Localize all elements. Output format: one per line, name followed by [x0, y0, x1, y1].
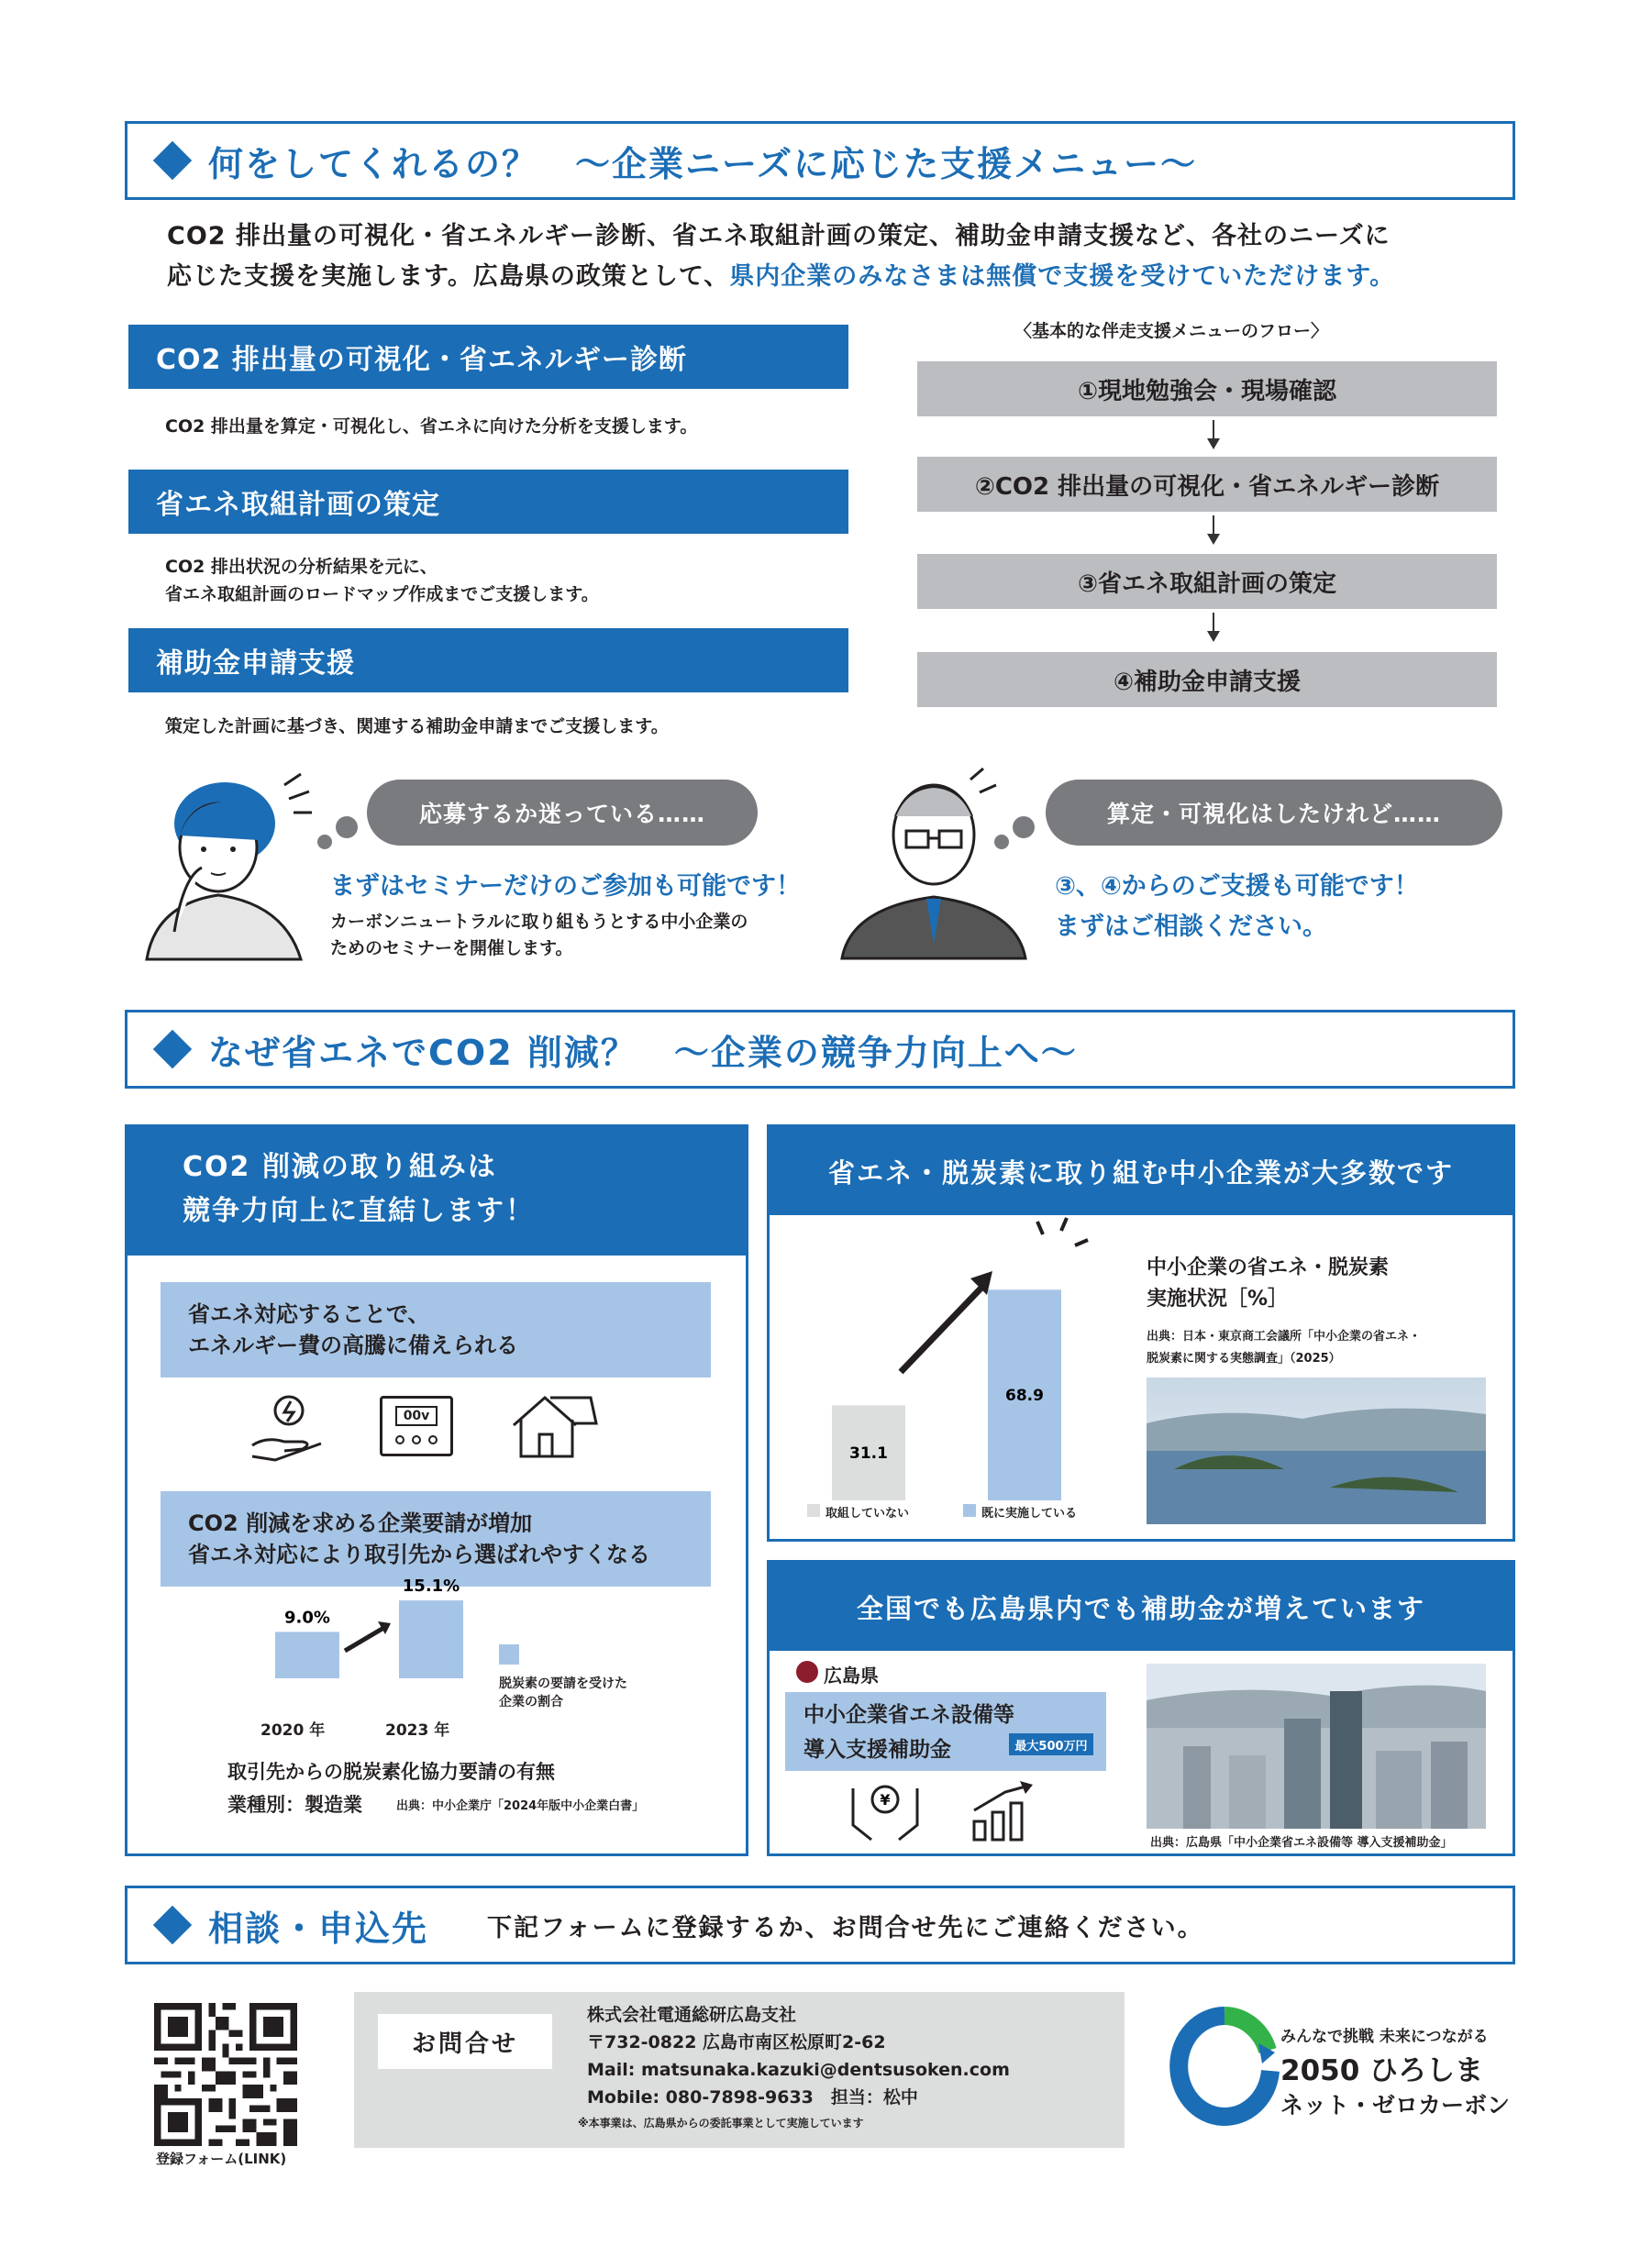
energy-cost-box [161, 1282, 711, 1377]
menu-desc-plan-1: CO2 排出状況の分析結果を元に、 [165, 557, 438, 577]
intro-line-1: CO2 排出量の可視化・省エネルギー診断、省エネ取組計画の策定、補助金申請支援など、各社のニーズに [167, 222, 1391, 250]
intro-text [167, 216, 1395, 297]
qr-code-icon[interactable] [154, 2003, 297, 2146]
hiroshima-net-zero-logo-icon [1174, 2007, 1275, 2126]
menu-desc-plan-2: 省エネ取組計画のロードマップ作成までご支援します。 [165, 584, 599, 604]
contact-subtitle: 下記フォームに登録するか、お問合せ先にご連絡ください。 [487, 1913, 1204, 1942]
support-lead-1: ③、④からのご支援も可能です！ [1055, 872, 1419, 901]
logo-sub-text: ネット・ゼロカーボン [1280, 2092, 1511, 2119]
intro-highlight: 県内企業のみなさまは無償で支援を受けていただけます。 [729, 262, 1396, 291]
seminar-note-2: ためのセミナーを開催します。 [330, 938, 573, 958]
meter-icon [380, 1396, 453, 1456]
legend-line: 企業の割合 [499, 1695, 563, 1709]
hiroshima-city-photo [1147, 1664, 1486, 1829]
chart-industry: 業種別：製造業 [227, 1794, 362, 1816]
header-line-1: CO2 削減の取り組みは [183, 1151, 497, 1183]
box-line: CO2 削減を求める企業要請が増加 [188, 1510, 533, 1536]
bar-2023 [399, 1600, 463, 1678]
flow-title: 〈基本的な伴走支援メニューのフロー〉 [1014, 321, 1329, 341]
arrow-down-icon [1207, 438, 1220, 449]
logo-main-text: 2050 ひろしま [1280, 2054, 1484, 2087]
arrow-down-icon [1207, 631, 1220, 642]
source-line: 脱炭素に関する実態調査」（2025） [1147, 1352, 1341, 1366]
subsidy-name-line: 導入支援補助金 [803, 1738, 951, 1762]
demand-chart [257, 1577, 495, 1715]
subsidy-header: 全国でも広島県内でも補助金が増えています [770, 1563, 1513, 1651]
hiroshima-pref-logo-icon [796, 1661, 818, 1683]
box-line: 省エネ対応により取引先から選ばれやすくなる [188, 1542, 650, 1567]
flow-step-2: ②CO2 排出量の可視化・省エネルギー診断 [917, 457, 1497, 512]
flow-step-4: ④補助金申請支援 [917, 652, 1497, 707]
x-label-2020: 2020 年 [260, 1721, 326, 1740]
contact-details [587, 2001, 1010, 2111]
support-lead-2: まずはご相談ください。 [1055, 913, 1327, 941]
thought-dot [336, 816, 358, 838]
flow-step-3: ③省エネ取組計画の策定 [917, 554, 1497, 609]
section-title: 何をしてくれるの？ ～企業ニーズに応じた支援メニュー～ [208, 143, 1198, 184]
house-solar-icon [508, 1392, 600, 1460]
bar-value-not-implemented: 31.1 [849, 1444, 888, 1464]
legend-line: 脱炭素の要請を受けた [499, 1676, 627, 1691]
diamond-icon [153, 141, 192, 180]
seminar-lead: まずはセミナーだけのご参加も可能です！ [330, 872, 801, 901]
arrow-down-icon [1207, 534, 1220, 545]
legend-not-implemented: 取組していない [826, 1507, 910, 1521]
legend-swatch-blue [963, 1504, 976, 1517]
subsidy-source: 出典：広島県「中小企業省エネ設備等 導入支援補助金」 [1150, 1836, 1453, 1850]
competitiveness-header [127, 1127, 746, 1256]
bar-2020 [275, 1632, 339, 1678]
smb-chart-title [1147, 1253, 1389, 1315]
thought-bubble-1: 応募するか迷っている…… [367, 780, 758, 846]
max-amount-badge: 最大500万円 [1009, 1733, 1093, 1755]
company-name: 株式会社電通総研広島支社 [587, 2005, 797, 2025]
growth-chart-icon [969, 1779, 1042, 1843]
demand-box [161, 1491, 711, 1587]
thinking-woman-illustration [138, 767, 321, 959]
section-title: 相談・申込先 [208, 1908, 429, 1949]
subsidy-name-line: 中小企業省エネ設備等 [803, 1703, 1014, 1727]
legend-swatch [499, 1644, 519, 1665]
thinking-man-illustration [842, 761, 1025, 958]
source-line: 出典：日本・東京商工会議所「中小企業の省エネ・ [1147, 1330, 1422, 1344]
chart-title-line: 実施状況［%］ [1147, 1288, 1289, 1311]
flow-step-1: ①現地勉強会・現場確認 [917, 361, 1497, 416]
box-line: エネルギー費の高騰に備えられる [188, 1333, 518, 1358]
logo-tagline: みんなで挑戦 未来につながる [1280, 2028, 1489, 2046]
chart-caption: 取引先からの脱炭素化協力要請の有無 [227, 1761, 555, 1783]
bar-value-implemented: 68.9 [1005, 1387, 1044, 1406]
diamond-icon [153, 1030, 192, 1068]
yen-hands-icon [844, 1779, 926, 1843]
diamond-icon [153, 1906, 192, 1944]
address: 〒732-0822 広島市南区松原町2-62 [587, 2032, 886, 2052]
chart-title-line: 中小企業の省エネ・脱炭素 [1147, 1256, 1390, 1279]
svg-text:¥: ¥ [880, 1791, 891, 1809]
contact-label: お問合せ [378, 2014, 552, 2069]
thought-dot [1013, 816, 1035, 838]
email-link[interactable]: Mail: matsunaka.kazuki@dentsusoken.com [587, 2060, 1010, 2080]
smb-chart [800, 1225, 1112, 1510]
menu-header-plan: 省エネ取組計画の策定 [128, 470, 848, 534]
thought-dot [317, 835, 332, 849]
thought-dot [994, 835, 1009, 849]
thought-bubble-2: 算定・可視化はしたけれど…… [1046, 780, 1502, 846]
meter-display: 00v [395, 1406, 438, 1426]
menu-desc-visualization: CO2 排出量を算定・可視化し、省エネに向けた分析を支援します。 [165, 416, 698, 437]
bar-label-2020: 9.0% [284, 1608, 330, 1628]
bar-label-2023: 15.1% [402, 1577, 460, 1597]
commission-note: ※本事業は、広島県からの委託事業として実施しています [578, 2117, 864, 2130]
header-line-2: 競争力向上に直結します！ [183, 1195, 535, 1227]
smb-chart-source [1147, 1326, 1421, 1370]
x-label-2023: 2023 年 [385, 1721, 450, 1740]
seminar-note-1: カーボンニュートラルに取り組もうとする中小企業の [330, 912, 748, 932]
section-header-contact [125, 1886, 1515, 1964]
menu-header-visualization: CO2 排出量の可視化・省エネルギー診断 [128, 325, 848, 389]
legend-text [499, 1675, 627, 1711]
section-header-why [125, 1010, 1515, 1089]
section-header-services [125, 121, 1515, 200]
box-line: 省エネ対応することで、 [188, 1301, 430, 1327]
menu-desc-subsidy: 策定した計画に基づき、関連する補助金申請までご支援します。 [165, 716, 669, 736]
section-title: なぜ省エネでCO2 削減？ ～企業の競争力向上へ～ [208, 1032, 1078, 1073]
phone-number[interactable]: Mobile: 080-7898-9633 担当：松中 [587, 2087, 918, 2108]
intro-line-2: 応じた支援を実施します。広島県の政策として、 [167, 262, 730, 291]
qr-caption[interactable]: 登録フォーム(LINK) [156, 2151, 287, 2167]
smb-chart-header: 省エネ・脱炭素に取り組む中小企業が大多数です [770, 1127, 1513, 1215]
chart-source: 出典：中小企業庁「2024年版中小企業白書」 [396, 1799, 645, 1813]
menu-header-subsidy: 補助金申請支援 [128, 628, 848, 692]
legend-implemented: 既に実施している [981, 1507, 1078, 1521]
energy-saving-hand-icon [248, 1390, 330, 1464]
hiroshima-bay-photo [1147, 1377, 1486, 1524]
subsidy-name-box [785, 1692, 1106, 1771]
legend-swatch-grey [807, 1504, 820, 1517]
pref-name: 広島県 [824, 1665, 879, 1687]
